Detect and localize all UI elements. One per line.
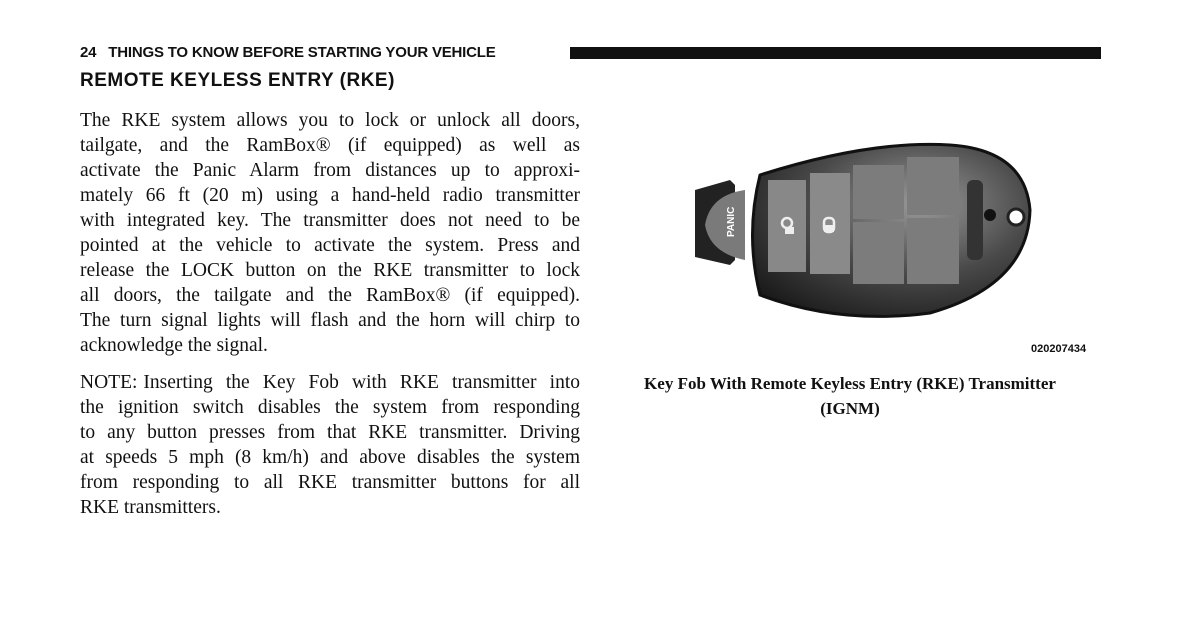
text-line: pointed at the vehicle to activate the system. Press and — [80, 235, 580, 256]
key-fob-illustration — [690, 135, 1035, 340]
figure-caption: Key Fob With Remote Keyless Entry (RKE) Transmitter (IGNM) — [644, 374, 1056, 418]
text-line: The RKE system allows you to lock or unlock all doors, — [80, 110, 580, 131]
note-paragraph — [80, 370, 580, 520]
page-title: REMOTE KEYLESS ENTRY (RKE) — [80, 70, 395, 91]
running-header — [80, 44, 496, 61]
page-number: 24 — [80, 44, 97, 61]
text-line: tailgate, and the RamBox® (if equipped) as well as — [80, 135, 580, 156]
text-line: activate the Panic Alarm from distances up to approxi- — [80, 160, 580, 181]
section-title: THINGS TO KNOW BEFORE STARTING YOUR VEHICLE — [108, 44, 496, 61]
intro-paragraph — [80, 108, 580, 358]
text-line: release the LOCK button on the RKE transmitter to lock — [80, 260, 580, 281]
text-line: with integrated key. The transmitter does not need to be — [80, 210, 580, 231]
text-line: at speeds 5 mph (8 km/h) and above disables the system — [80, 447, 580, 468]
text-line: mately 66 ft (20 m) using a hand-held radio transmitter — [80, 185, 580, 206]
header-rule — [570, 47, 1101, 59]
text-line: acknowledge the signal. — [80, 335, 268, 356]
note-first-line: NOTE: Inserting the Key Fob with RKE transmitter into — [80, 372, 580, 393]
note-label: NOTE: — [80, 372, 138, 393]
text-line: all doors, the tailgate and the RamBox® (if equipped). — [80, 285, 580, 306]
text-line: the ignition switch disables the system from responding — [80, 397, 580, 418]
figure-code: 020207434 — [1031, 343, 1087, 355]
panic-button-label: PANIC — [726, 206, 737, 237]
text-line: The turn signal lights will flash and the horn will chirp to — [80, 310, 580, 331]
text-line: from responding to all RKE transmitter buttons for all — [80, 472, 580, 493]
text-line: to any button presses from that RKE transmitter. Driving — [80, 422, 580, 443]
text-line: RKE transmitters. — [80, 497, 221, 518]
